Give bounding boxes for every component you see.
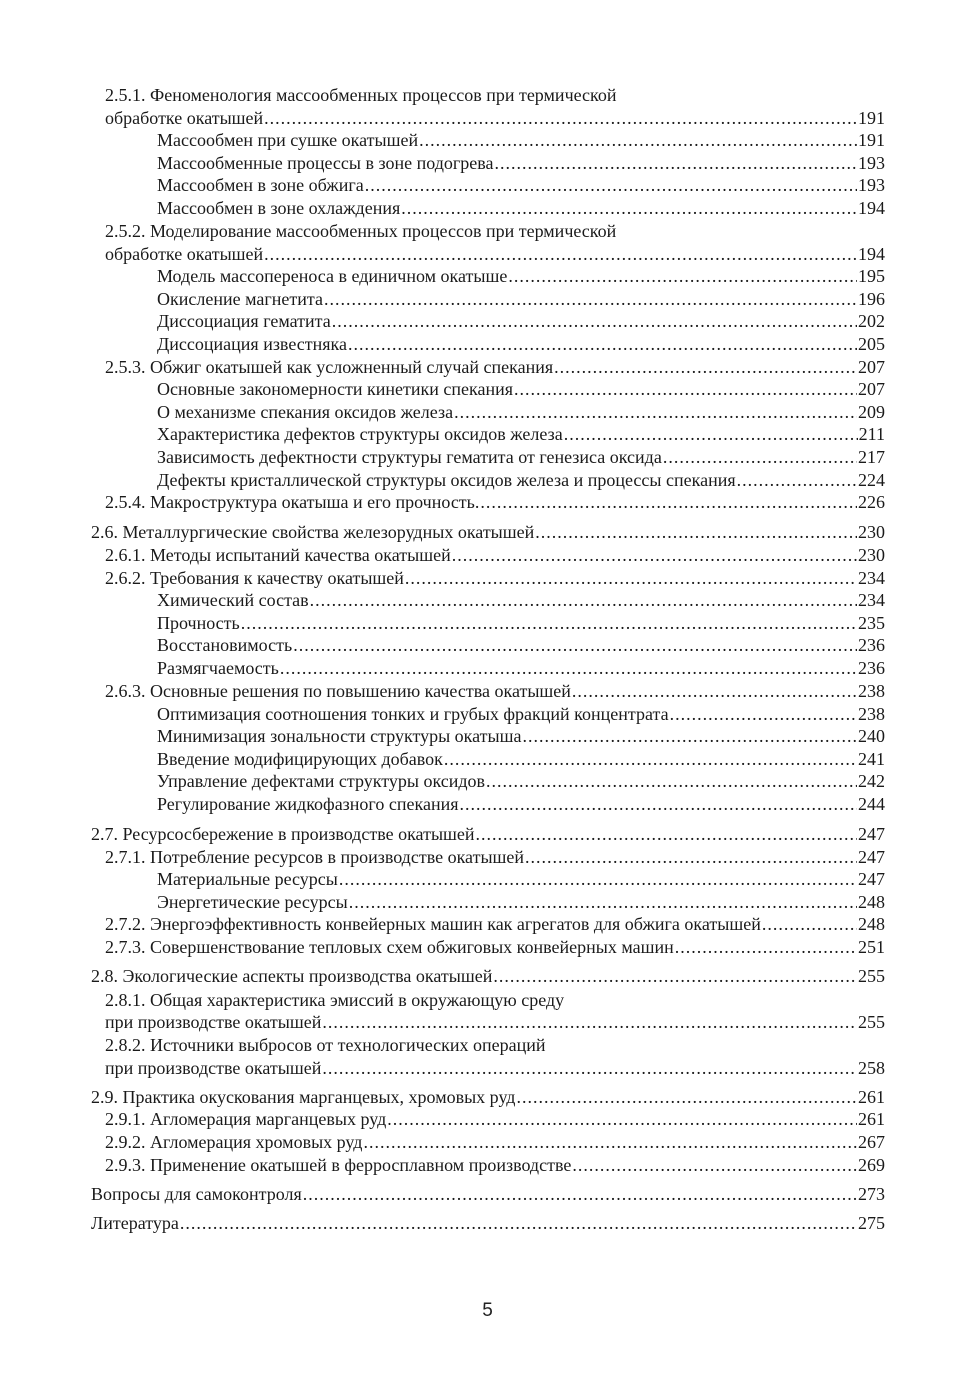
toc-leader-dots: [454, 401, 857, 423]
toc-entry-page: 202: [858, 311, 885, 331]
toc-entry-page: 230: [858, 545, 885, 565]
toc-entry: [157, 634, 885, 656]
toc-entry-title: Основные закономерности кинетики спекания: [157, 379, 514, 399]
toc-entry: [105, 491, 885, 513]
toc-entry-title: 2.9. Практика окускования марганцевых, хромовых руд: [91, 1087, 516, 1107]
toc-entry-title: Массообмен в зоне охлаждения: [157, 198, 401, 218]
toc-entry-page: 247: [858, 847, 885, 867]
toc-entry: [157, 891, 885, 913]
toc-leader-dots: [332, 310, 857, 332]
toc-entry-page: 193: [858, 175, 885, 195]
toc-entry-page: 211: [858, 424, 885, 444]
toc-entry-page: 240: [858, 726, 885, 746]
toc-leader-dots: [762, 913, 857, 935]
toc-entry: [105, 544, 885, 566]
toc-entry-page: 238: [858, 681, 885, 701]
toc-leader-dots: [494, 152, 857, 174]
toc-entry: [105, 680, 885, 702]
toc-entry-page: 248: [858, 914, 885, 934]
toc-leader-dots: [675, 936, 857, 958]
toc-entry-page: 261: [858, 1087, 885, 1107]
toc-entry-page: 196: [858, 289, 885, 309]
toc-entry-page: 261: [858, 1109, 885, 1129]
toc-leader-dots: [264, 243, 857, 265]
toc-leader-dots: [663, 446, 857, 468]
toc-entry-title: 2.7. Ресурсосбережение в производстве окатышей: [91, 824, 475, 844]
toc-entry: [157, 868, 885, 890]
toc-entry-title: Энергетические ресурсы: [157, 892, 348, 912]
toc-entry-title: О механизме спекания оксидов железа: [157, 402, 454, 422]
toc-leader-dots: [349, 891, 857, 913]
toc-entry: [105, 220, 885, 242]
toc-entry: [157, 748, 885, 770]
toc-entry-page: 191: [858, 108, 885, 128]
toc-entry-title: 2.9.1. Агломерация марганцевых руд: [105, 1109, 387, 1129]
toc-leader-dots: [508, 265, 857, 287]
toc-entry-title: обработке окатышей: [105, 108, 264, 128]
toc-entry-title: 2.7.3. Совершенствование тепловых схем обжиговых конвейерных машин: [105, 937, 674, 957]
toc-leader-dots: [180, 1212, 857, 1234]
toc-entry-page: 236: [858, 658, 885, 678]
toc-entry-page: 194: [858, 244, 885, 264]
toc-entry: [157, 793, 885, 815]
toc-leader-dots: [303, 1183, 857, 1205]
toc-entry-title: Прочность: [157, 613, 240, 633]
toc-entry: [105, 1011, 885, 1033]
toc-entry-page: 275: [858, 1213, 885, 1233]
toc-entry-title: Минимизация зональности структуры окатыша: [157, 726, 522, 746]
toc-entry: [91, 823, 885, 845]
toc-entry-title: 2.8.2. Источники выбросов от технологических операций: [105, 1035, 546, 1055]
toc-entry-title: 2.9.2. Агломерация хромовых руд: [105, 1132, 363, 1152]
toc-entry-title: 2.5.2. Моделирование массообменных процессов при термической: [105, 221, 617, 241]
toc-entry: [91, 1086, 885, 1108]
toc-entry-title: 2.5.1. Феноменология массообменных процессов при термической: [105, 85, 617, 105]
toc-leader-dots: [486, 770, 857, 792]
toc-leader-dots: [280, 657, 857, 679]
toc-leader-dots: [572, 1154, 857, 1176]
toc-leader-dots: [363, 1131, 857, 1153]
toc-entry: [157, 378, 885, 400]
toc-entry: [157, 288, 885, 310]
toc-entry-page: 205: [858, 334, 885, 354]
toc-entry-page: 247: [858, 824, 885, 844]
toc-entry-title: Введение модифицирующих добавок: [157, 749, 443, 769]
toc-entry: [105, 989, 885, 1011]
toc-entry: [157, 265, 885, 287]
toc-entry-page: 194: [858, 198, 885, 218]
page-number: 5: [482, 1300, 493, 1321]
toc-entry-title: 2.5.4. Макроструктура окатыша и его прочность.: [105, 492, 480, 512]
toc-entry-title: Размягчаемость: [157, 658, 279, 678]
toc-entry: [157, 310, 885, 332]
toc-entry: [105, 1108, 885, 1130]
toc-entry-page: 207: [858, 357, 885, 377]
toc-leader-dots: [405, 567, 857, 589]
toc-entry-title: Зависимость дефектности структуры гематита от генезиса оксида: [157, 447, 662, 467]
toc-entry-page: 267: [858, 1132, 885, 1152]
toc-entry-page: 195: [858, 266, 885, 286]
toc-leader-dots: [322, 1057, 857, 1079]
toc-entry: [105, 913, 885, 935]
toc-entry: [105, 107, 885, 129]
toc-leader-dots: [523, 725, 858, 747]
toc-entry-title: 2.7.2. Энергоэффективность конвейерных машин как агрегатов для обжига окатышей: [105, 914, 761, 934]
toc-entry-page: 191: [858, 130, 885, 150]
toc-entry: [157, 469, 885, 491]
toc-leader-dots: [493, 965, 857, 987]
toc-leader-dots: [241, 612, 857, 634]
toc-entry-page: 235: [858, 613, 885, 633]
toc-leader-dots: [459, 793, 857, 815]
toc-entry: [157, 129, 885, 151]
toc-entry: [157, 657, 885, 679]
toc-entry-title: 2.6.3. Основные решения по повышению качества окатышей: [105, 681, 571, 701]
toc-entry: [105, 356, 885, 378]
toc-entry-page: 247: [858, 869, 885, 889]
toc-entry: [105, 1131, 885, 1153]
toc-entry-page: 273: [858, 1184, 885, 1204]
toc-entry-page: 242: [858, 771, 885, 791]
toc-entry: [157, 612, 885, 634]
toc-entry-page: 234: [858, 568, 885, 588]
toc-entry-page: 241: [858, 749, 885, 769]
toc-entry-page: 226: [858, 492, 885, 512]
toc-entry-title: обработке окатышей: [105, 244, 264, 264]
toc-leader-dots: [444, 748, 857, 770]
toc-entry: [157, 703, 885, 725]
toc-entry-page: 269: [858, 1155, 885, 1175]
toc-entry-title: Массообмен в зоне обжига: [157, 175, 364, 195]
toc-entry-title: Вопросы для самоконтроля: [91, 1184, 302, 1204]
toc-entry: [105, 936, 885, 958]
toc-leader-dots: [419, 129, 857, 151]
toc-leader-dots: [476, 823, 857, 845]
toc-leader-dots: [525, 846, 857, 868]
toc-entry-title: 2.6.1. Методы испытаний качества окатышей: [105, 545, 451, 565]
toc-entry: [157, 401, 885, 423]
toc-leader-dots: [310, 589, 857, 611]
toc-entry-title: 2.8. Экологические аспекты производства окатышей: [91, 966, 493, 986]
toc-entry-title: Материальные ресурсы: [157, 869, 338, 889]
toc-entry: [105, 84, 885, 106]
toc-leader-dots: [324, 288, 857, 310]
toc-leader-dots: [348, 333, 857, 355]
toc-entry: [91, 1183, 885, 1205]
toc-entry-page: 224: [858, 470, 885, 490]
toc-entry-page: 248: [858, 892, 885, 912]
toc-leader-dots: [535, 521, 857, 543]
toc-entry-title: Химический состав: [157, 590, 309, 610]
toc-entry-title: Модель массопереноса в единичном окатыше: [157, 266, 508, 286]
toc-entry: [105, 846, 885, 868]
toc-entry-title: 2.6. Металлургические свойства железорудных окатышей: [91, 522, 535, 542]
toc-entry-page: 209: [858, 402, 885, 422]
toc-entry-title: Окисление магнетита: [157, 289, 323, 309]
toc-entry: [91, 965, 885, 987]
toc-entry-title: Массообменные процессы в зоне подогрева: [157, 153, 494, 173]
toc-entry-page: 230: [858, 522, 885, 542]
toc-entry-page: 207: [858, 379, 885, 399]
toc-entry-page: 238: [858, 704, 885, 724]
toc-entry-title: Восстановимость: [157, 635, 293, 655]
toc-entry-page: 255: [858, 966, 885, 986]
toc-entry-title: Дефекты кристаллической структуры оксидов железа и процессы спекания: [157, 470, 736, 490]
toc-entry: [157, 152, 885, 174]
toc-entry-page: 251: [858, 937, 885, 957]
toc-entry-title: Управление дефектами структуры оксидов: [157, 771, 486, 791]
toc-leader-dots: [514, 378, 857, 400]
toc-leader-dots: [480, 491, 857, 513]
toc-entry: [157, 197, 885, 219]
toc-entry-page: 236: [858, 635, 885, 655]
toc-entry: [91, 521, 885, 543]
toc-leader-dots: [554, 356, 857, 378]
toc-entry: [105, 1057, 885, 1079]
toc-entry-page: 234: [858, 590, 885, 610]
toc-leader-dots: [516, 1086, 857, 1108]
toc-entry: [157, 589, 885, 611]
toc-entry-title: Характеристика дефектов структуры оксидов железа: [157, 424, 563, 444]
toc-leader-dots: [737, 469, 857, 491]
toc-entry-page: 193: [858, 153, 885, 173]
toc-entry-title: при производстве окатышей: [105, 1012, 322, 1032]
toc-entry: [157, 770, 885, 792]
toc-leader-dots: [572, 680, 857, 702]
toc-entry-page: 217: [858, 447, 885, 467]
toc-entry-title: Массообмен при сушке окатышей: [157, 130, 419, 150]
toc-leader-dots: [322, 1011, 857, 1033]
toc-entry-title: Литература: [91, 1213, 179, 1233]
toc-leader-dots: [670, 703, 857, 725]
toc-entry: [157, 725, 885, 747]
toc-entry: [157, 333, 885, 355]
toc-leader-dots: [365, 174, 857, 196]
toc-entry-title: 2.8.1. Общая характеристика эмиссий в окружающую среду: [105, 990, 565, 1010]
toc-entry-title: 2.7.1. Потребление ресурсов в производстве окатышей: [105, 847, 525, 867]
toc-entry: [105, 1154, 885, 1176]
toc-entry-page: 255: [858, 1012, 885, 1032]
toc-entry-title: 2.5.3. Обжиг окатышей как усложненный случай спекания: [105, 357, 554, 377]
toc-entry-page: 244: [858, 794, 885, 814]
toc-entry: [157, 446, 885, 468]
toc-entry: [105, 567, 885, 589]
toc-entry-title: Регулирование жидкофазного спекания: [157, 794, 459, 814]
toc-leader-dots: [452, 544, 857, 566]
toc-entry: [105, 1034, 885, 1056]
toc-leader-dots: [339, 868, 857, 890]
toc-entry-title: при производстве окатышей: [105, 1058, 322, 1078]
toc-leader-dots: [564, 423, 858, 445]
toc-entry: [157, 423, 885, 445]
toc-entry-title: Диссоциация гематита: [157, 311, 331, 331]
toc-entry: [91, 1212, 885, 1234]
toc-leader-dots: [387, 1108, 857, 1130]
toc-entry-page: 258: [858, 1058, 885, 1078]
toc-entry-title: Диссоциация известняка: [157, 334, 347, 354]
toc-entry: [157, 174, 885, 196]
toc-entry-title: 2.6.2. Требования к качеству окатышей: [105, 568, 404, 588]
toc-leader-dots: [293, 634, 857, 656]
toc-leader-dots: [401, 197, 857, 219]
toc-leader-dots: [264, 107, 857, 129]
toc-entry-title: Оптимизация соотношения тонких и грубых фракций концентрата: [157, 704, 669, 724]
toc-entry: [105, 243, 885, 265]
toc-entry-title: 2.9.3. Применение окатышей в ферросплавном производстве: [105, 1155, 572, 1175]
